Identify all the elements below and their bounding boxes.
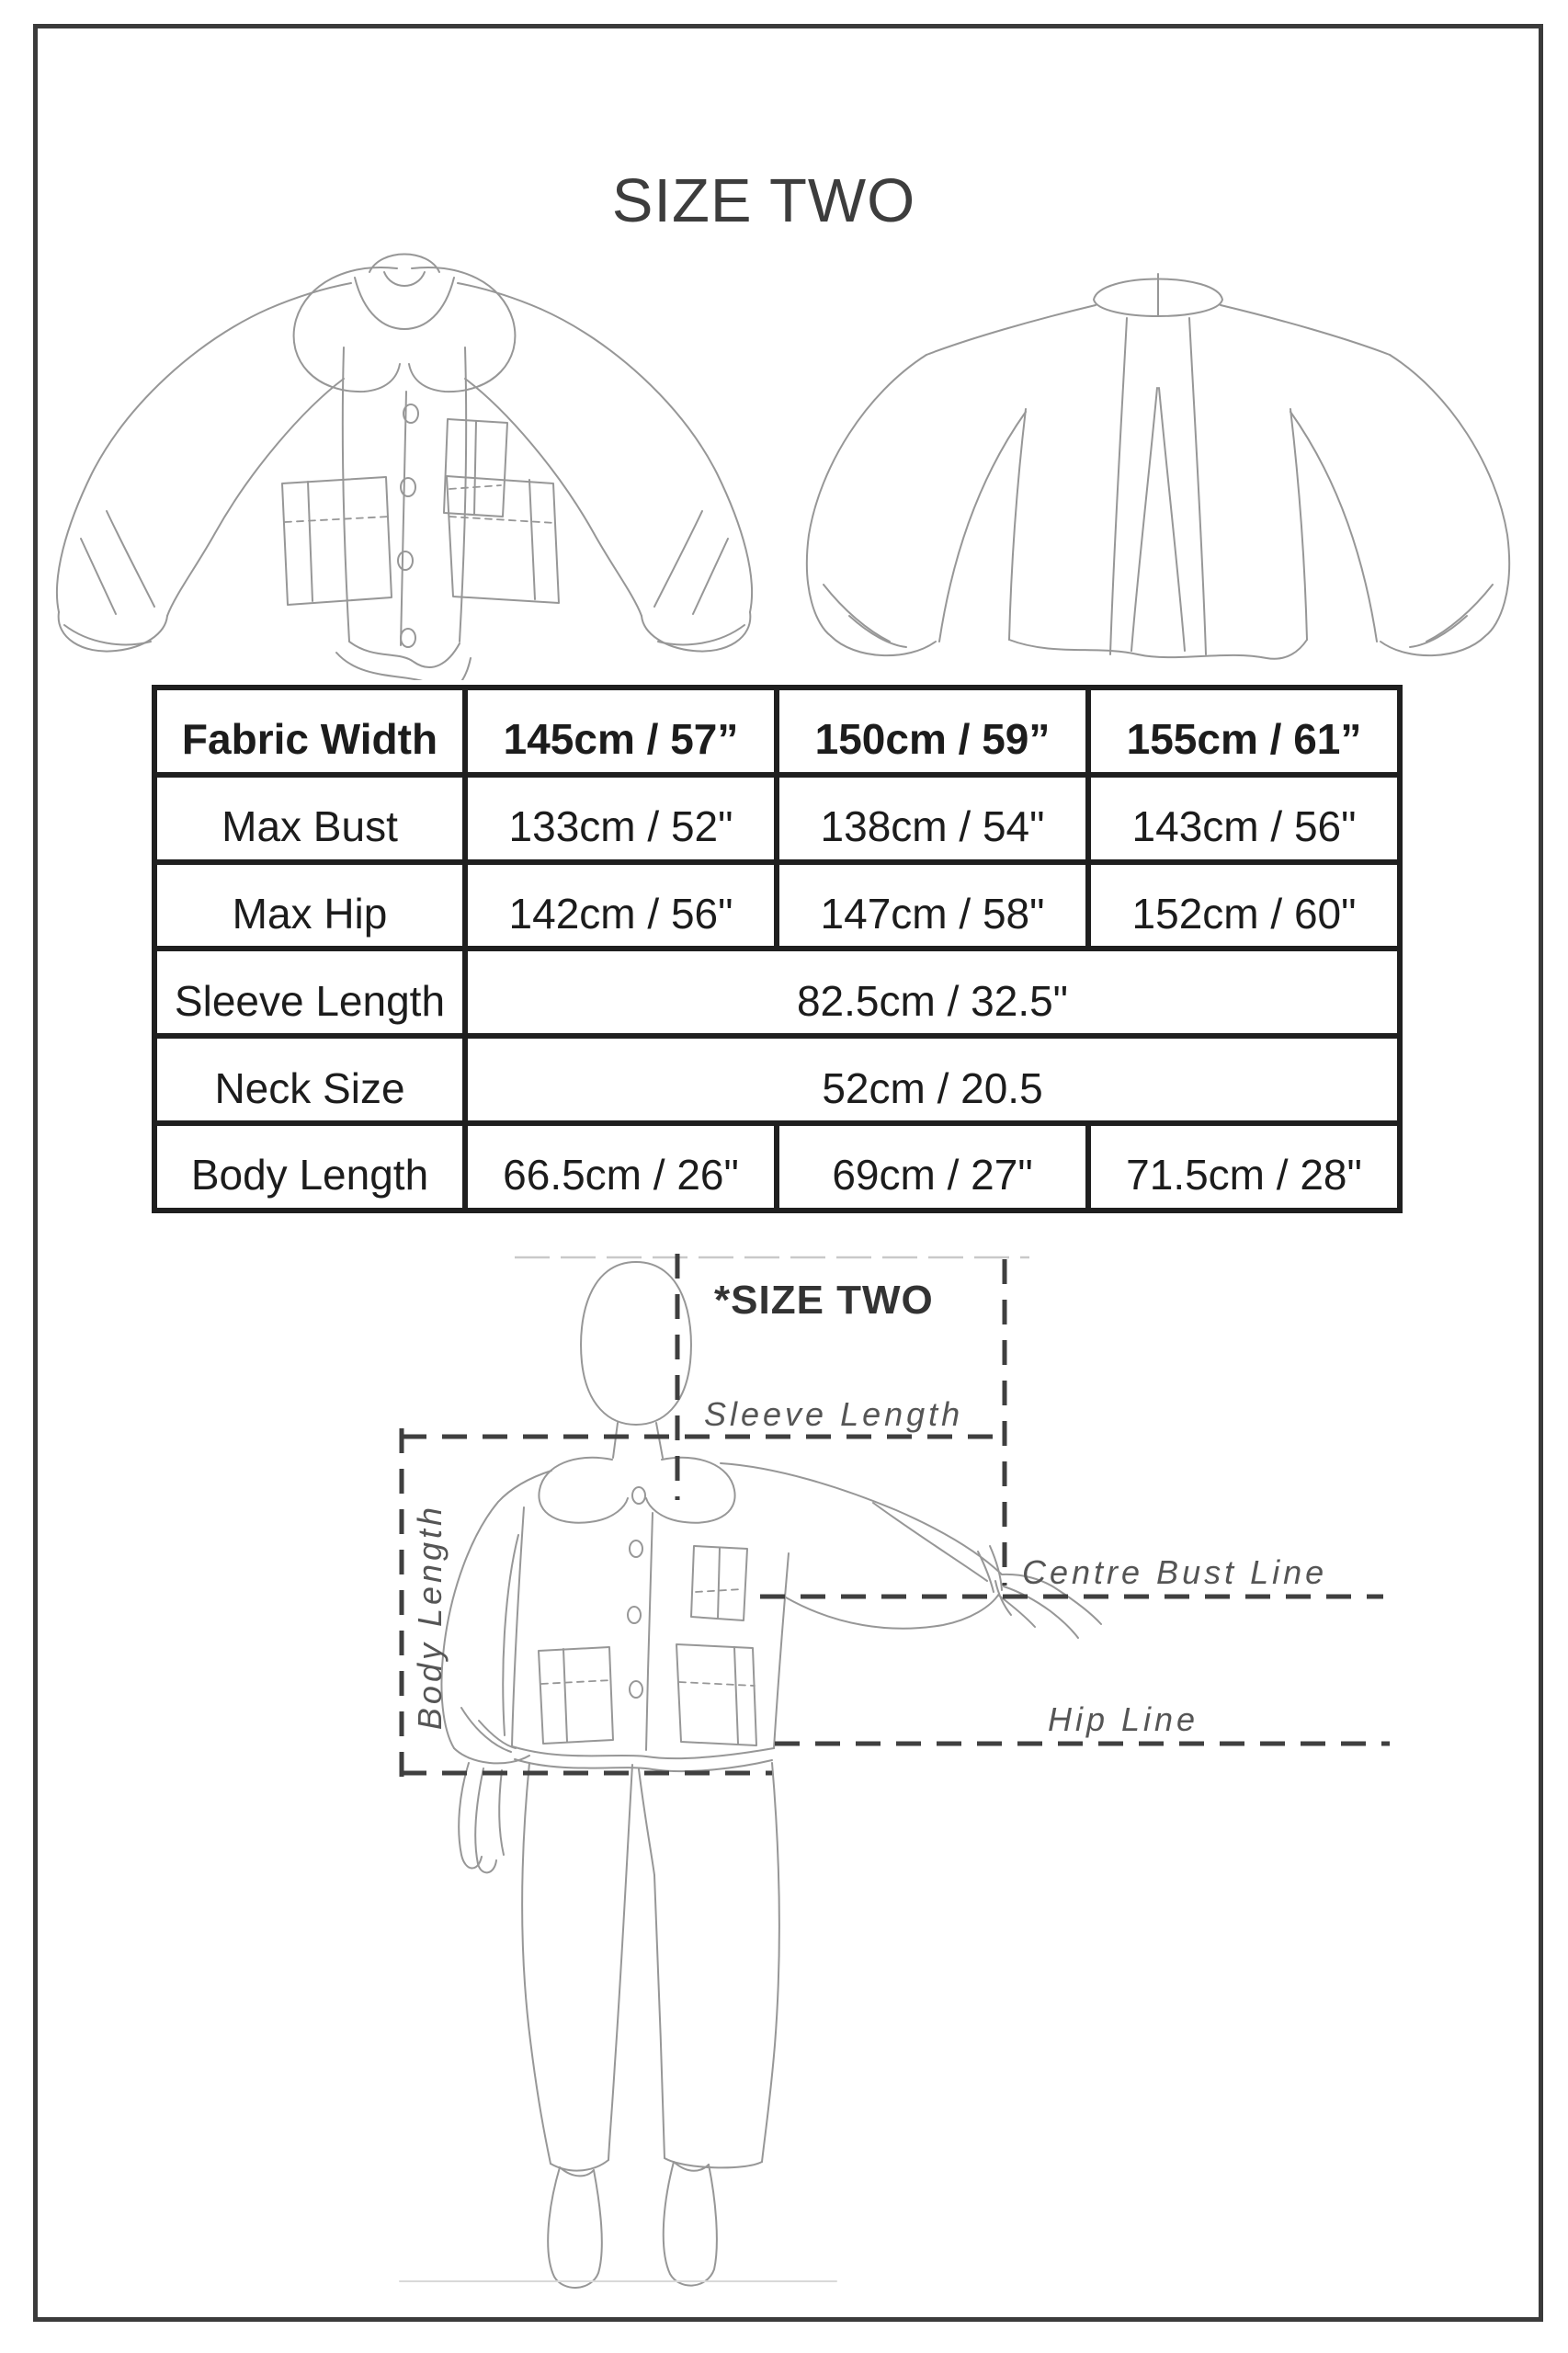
front-collar: [294, 255, 516, 392]
max-hip-value-3: 152cm / 60": [1088, 862, 1400, 949]
sleeve-length-value: 82.5cm / 32.5": [465, 949, 1400, 1036]
table-row: [154, 949, 1400, 1036]
front-hip-pocket-left: [282, 477, 392, 605]
centre-bust-line-label: Centre Bust Line: [1022, 1553, 1328, 1591]
fabric-width-value-3: 155cm / 61”: [1088, 688, 1400, 775]
jacket-back-drawing: [790, 230, 1553, 680]
table-row: [154, 1036, 1400, 1123]
page-title: SIZE TWO: [611, 166, 916, 235]
max-bust-value-3: 143cm / 56": [1088, 775, 1400, 862]
row-label-sleeve-length: Sleeve Length: [154, 949, 465, 1036]
fabric-width-value-2: 150cm / 59”: [777, 688, 1088, 775]
max-hip-value-1: 142cm / 56": [465, 862, 777, 949]
body-length-value-3: 71.5cm / 28": [1088, 1123, 1400, 1211]
table-row: [154, 862, 1400, 949]
size-chart-table: [152, 685, 1403, 1213]
back-right-sleeve: [1290, 355, 1509, 655]
front-chest-pocket: [444, 419, 507, 517]
table-row: [154, 775, 1400, 862]
back-left-sleeve: [807, 355, 1026, 655]
back-pleat: [1110, 318, 1206, 654]
max-bust-value-1: 133cm / 52": [465, 775, 777, 862]
row-label-fabric-width: Fabric Width: [154, 688, 465, 775]
body-length-label: Body Length: [411, 1503, 449, 1731]
row-label-body-length: Body Length: [154, 1123, 465, 1211]
figure-size-note: *SIZE TWO: [714, 1278, 934, 1323]
max-hip-value-2: 147cm / 58": [777, 862, 1088, 949]
back-collar: [1094, 274, 1222, 316]
max-bust-value-2: 138cm / 54": [777, 775, 1088, 862]
table-row: [154, 688, 1400, 775]
neck-size-value: 52cm / 20.5: [465, 1036, 1400, 1123]
table-row: [154, 1123, 1400, 1211]
row-label-max-bust: Max Bust: [154, 775, 465, 862]
row-label-neck-size: Neck Size: [154, 1036, 465, 1123]
back-body: [926, 305, 1390, 659]
body-length-value-1: 66.5cm / 26": [465, 1123, 777, 1211]
figure-shoes: [400, 2162, 836, 2288]
front-left-sleeve: [57, 309, 344, 652]
fabric-width-value-1: 145cm / 57”: [465, 688, 777, 775]
body-length-value-2: 69cm / 27": [777, 1123, 1088, 1211]
row-label-max-hip: Max Hip: [154, 862, 465, 949]
hip-line-label: Hip Line: [1048, 1700, 1199, 1738]
jacket-front-drawing: [28, 230, 809, 680]
sleeve-length-label: Sleeve Length: [704, 1395, 964, 1433]
